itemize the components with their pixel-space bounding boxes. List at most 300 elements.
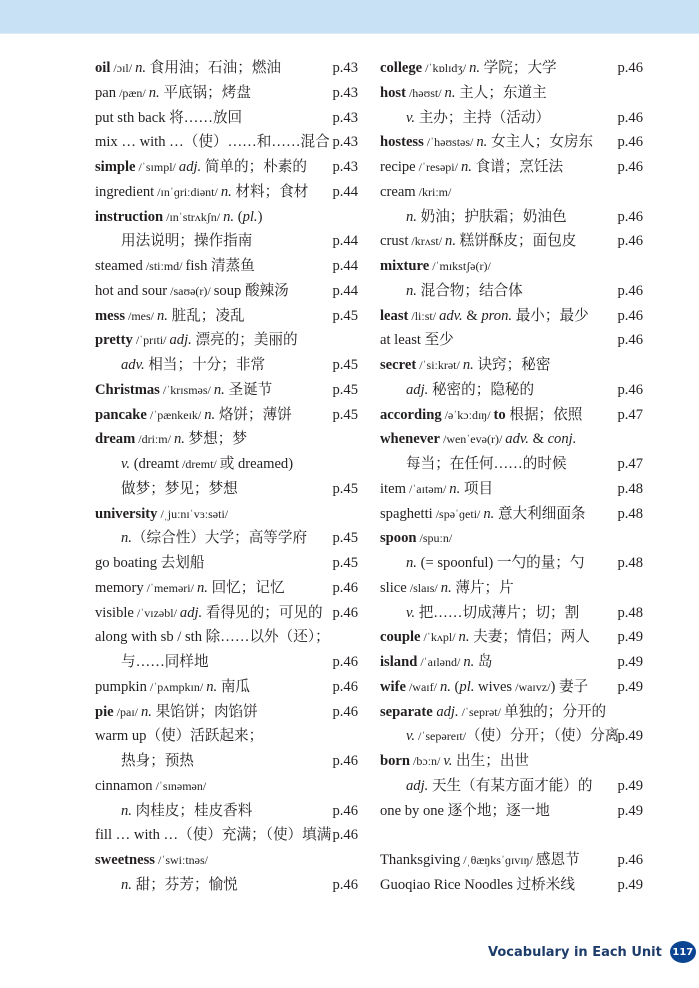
part-of-speech: n.: [406, 282, 417, 299]
part-of-speech: adj.: [406, 777, 429, 794]
page-reference: p.49: [617, 728, 643, 745]
definition-text: 天生（有某方面才能）的: [428, 777, 593, 794]
definition-text: 圣诞节: [224, 381, 273, 398]
phonetic: /ˈswiːtnəs/: [155, 853, 208, 867]
part-of-speech: n.: [449, 480, 461, 497]
definition-text: 混合物；结合体: [416, 282, 523, 299]
entry-text: [95, 357, 265, 373]
definition-text: ingredient: [95, 183, 155, 200]
entry-text: [380, 580, 514, 596]
page-reference: p.48: [617, 480, 643, 497]
part-of-speech: n.: [439, 678, 451, 695]
entry-text: [380, 803, 550, 819]
part-of-speech: adj.: [432, 703, 459, 720]
part-of-speech: adv.: [505, 431, 529, 448]
headword: dream: [95, 431, 136, 448]
entry-text: [95, 827, 331, 843]
definition-text: 烙饼；薄饼: [215, 406, 292, 423]
page-number-badge: 117: [670, 941, 696, 963]
entry-text: [95, 159, 307, 175]
definition-text: 脏乱；凌乱: [167, 307, 245, 324]
page-reference: p.49: [617, 678, 643, 695]
entry-text: [380, 431, 576, 447]
vocabulary-entry-line: [380, 155, 643, 180]
vocabulary-entry-line: [380, 254, 643, 279]
vocabulary-entry-line: [95, 526, 358, 551]
definition-text: visible: [95, 604, 134, 621]
definition-text: 材料；食材: [231, 183, 309, 200]
part-of-speech: pron.: [481, 307, 513, 324]
definition-text: 甜；芬芳；愉悦: [131, 876, 238, 893]
phonetic: /saʊə(r)/: [167, 283, 214, 298]
phonetic: /həʊst/: [405, 85, 445, 100]
phonetic: /ˈkʌpl/: [420, 630, 459, 645]
phonetic: /mes/: [125, 308, 157, 323]
entry-text: [95, 654, 209, 670]
headword: according: [380, 406, 442, 423]
page-reference: p.44: [332, 258, 358, 274]
phonetic: /ɔɪl/: [110, 61, 136, 75]
headword: couple: [380, 629, 421, 646]
part-of-speech: n.: [220, 183, 232, 200]
page-reference: p.47: [617, 406, 643, 423]
page-reference: p.43: [332, 109, 358, 126]
footer-title: Vocabulary in Each Unit: [488, 944, 662, 960]
vocabulary-entry-line: [380, 526, 643, 551]
headword: host: [380, 84, 406, 101]
vocabulary-entry-line: [380, 378, 643, 403]
vocabulary-entry-line: [95, 601, 358, 626]
part-of-speech: n.: [406, 208, 417, 225]
page-reference: p.44: [332, 183, 358, 200]
phonetic: /kriːm/: [415, 184, 452, 199]
vocabulary-entry-line: [95, 155, 358, 180]
vocabulary-entry-line: [95, 625, 358, 650]
definition-text: (dreamt: [130, 456, 180, 472]
definition-text: 岛: [474, 654, 493, 670]
part-of-speech: n.: [462, 357, 474, 373]
page-reference: p.46: [332, 827, 358, 844]
vocabulary-entry-line: [95, 81, 358, 106]
definition-text: crust: [380, 233, 409, 250]
definition-text: warm up（使）活跃起来；: [95, 728, 264, 745]
vocabulary-entry-line: [380, 403, 643, 428]
phonetic: /ˈhəʊstəs/: [423, 135, 477, 150]
entry-text: [380, 258, 491, 274]
part-of-speech: n.: [135, 60, 147, 76]
phonetic: /ɪnˈstrʌkʃn/: [163, 209, 224, 224]
part-of-speech: n.: [463, 654, 475, 670]
definition-text: 每当；在任何……的时候: [406, 456, 567, 472]
phonetic: /spəˈɡeti/: [432, 506, 484, 521]
entry-text: [380, 629, 590, 645]
phonetic: /waɪf/: [405, 679, 440, 694]
page-reference: p.45: [332, 357, 358, 373]
vocabulary-entry-line: [95, 848, 358, 873]
part-of-speech: n.: [140, 703, 152, 720]
definition-text: 把……切成薄片；切；割: [415, 604, 580, 621]
phonetic: /dremt/: [179, 457, 220, 471]
page-reference: p.45: [332, 406, 358, 423]
entry-text: [95, 382, 272, 398]
headword: least: [380, 307, 409, 324]
entry-text: [95, 580, 285, 596]
phonetic: /ˈaɪtəm/: [405, 481, 450, 496]
definition-text: mix … with …（使）……和……混合: [95, 134, 330, 151]
definition-text: 根据；依照: [505, 406, 583, 423]
part-of-speech: n.: [460, 159, 472, 175]
page-reference: p.49: [617, 629, 643, 646]
entry-text: [95, 753, 194, 769]
phonetic: /ˈprɪti/: [132, 333, 170, 348]
page-reference: p.46: [617, 159, 643, 175]
definition-text: 单独的；分开的: [503, 703, 607, 720]
vocabulary-entry-line: [95, 56, 358, 81]
vocabulary-entry-line: [95, 724, 358, 749]
entry-text: [380, 308, 589, 324]
phonetic: /ˈsɪmpl/: [135, 160, 179, 174]
page-reference: p.48: [617, 604, 643, 621]
vocabulary-entry-line: [95, 452, 358, 477]
definition-text: 秘密的；隐秘的: [428, 381, 535, 398]
part-of-speech: n.: [213, 381, 225, 398]
blank-line: [380, 823, 643, 848]
definition-text: 最小；最少: [512, 307, 589, 324]
entry-text: [95, 481, 238, 497]
entry-text: [95, 110, 242, 126]
definition-text: (: [234, 208, 243, 225]
page-reference: p.45: [332, 480, 358, 497]
definition-text: spaghetti: [380, 505, 433, 522]
page-reference: p.45: [332, 530, 358, 547]
definition-text: pumpkin: [95, 678, 147, 695]
definition-text: &: [462, 307, 482, 324]
entry-text: [95, 60, 281, 76]
definition-text: 用法说明；操作指南: [121, 233, 253, 250]
vocabulary-entry-line: [380, 180, 643, 205]
part-of-speech: adj.: [169, 332, 192, 349]
entry-text: [95, 728, 263, 744]
part-of-speech: n.: [469, 60, 481, 76]
entry-text: [95, 778, 206, 794]
definition-text: go boating 去划船: [95, 555, 205, 571]
entry-text: [380, 728, 619, 744]
vocabulary-entry-line: [380, 502, 643, 527]
entry-text: [380, 481, 493, 497]
definition-text: 诀窍；秘密: [473, 357, 551, 373]
definition-text: （综合性）大学；高等学府: [131, 530, 308, 547]
vocabulary-entry-line: [380, 353, 643, 378]
page-reference: p.43: [332, 159, 358, 175]
phonetic: /stiːmd/: [142, 259, 186, 273]
vocabulary-entry-line: [380, 304, 643, 329]
part-of-speech: n.: [206, 678, 218, 695]
vocabulary-entry-line: [95, 229, 358, 254]
phonetic: /ˈseprət/: [458, 704, 504, 719]
page-reference: p.44: [332, 282, 358, 299]
entry-text: [380, 382, 534, 398]
headword: oil: [95, 60, 111, 76]
entry-text: [380, 704, 606, 720]
entry-text: [380, 233, 576, 249]
vocabulary-entry-line: [95, 254, 358, 279]
vocabulary-entry-line: [95, 130, 358, 155]
definition-text: 或 dreamed): [219, 456, 294, 472]
vocabulary-entry-line: [380, 477, 643, 502]
vocabulary-entry-line: [95, 205, 358, 230]
definition-text: 糕饼酥皮；面包皮: [456, 233, 577, 250]
phonetic: /krʌst/: [408, 234, 446, 249]
page-reference: p.44: [332, 233, 358, 250]
phonetic: /paɪ/: [113, 704, 141, 719]
vocabulary-entry-line: [95, 873, 358, 898]
definition-text: 食谱；烹饪法: [471, 159, 564, 175]
entry-text: [95, 407, 292, 423]
entry-text: [95, 134, 330, 150]
part-of-speech: adv.: [439, 307, 463, 324]
vocabulary-entry-line: [95, 353, 358, 378]
headword: born: [380, 753, 411, 769]
page-reference: p.45: [332, 381, 358, 398]
definition-text: (: [450, 678, 460, 695]
part-of-speech: n.: [483, 505, 495, 522]
definition-text: hot and sour: [95, 282, 168, 299]
vocabulary-column-right: [380, 56, 643, 898]
definition-text: 热身；预热: [121, 753, 194, 769]
definition-text: 项目: [460, 480, 494, 497]
part-of-speech: v.: [406, 728, 416, 745]
phonetic: /ˈkɒlɪdʒ/: [422, 61, 470, 75]
vocabulary-entry-line: [380, 625, 643, 650]
part-of-speech: n.: [458, 629, 470, 646]
page-reference: p.46: [617, 208, 643, 225]
headword: pancake: [95, 406, 147, 423]
phonetic: /ˈvɪzəbl/: [133, 605, 180, 620]
part-of-speech: conj.: [547, 431, 577, 448]
part-of-speech: n.: [440, 579, 452, 596]
definition-text: Guoqiao Rice Noodles 过桥米线: [380, 876, 575, 893]
part-of-speech: adv.: [121, 357, 145, 373]
entry-text: [95, 456, 293, 472]
entry-text: [95, 283, 289, 299]
headword: hostess: [380, 134, 424, 151]
vocabulary-entry-line: [95, 823, 358, 848]
part-of-speech: adj.: [178, 159, 202, 175]
entry-text: [380, 357, 550, 373]
entry-text: [95, 877, 238, 893]
vocabulary-entry-line: [95, 551, 358, 576]
definition-text: 与……同样地: [121, 654, 209, 670]
entry-text: [380, 159, 563, 175]
entry-text: [95, 209, 262, 225]
vocabulary-entry-line: [380, 749, 643, 774]
vocabulary-entry-line: [95, 502, 358, 527]
part-of-speech: n.: [196, 579, 208, 596]
vocabulary-entry-line: [95, 477, 358, 502]
phonetic: /wenˈevə(r)/: [439, 432, 506, 447]
part-of-speech: v.: [121, 456, 131, 472]
phonetic: /ˈmeməri/: [143, 580, 197, 595]
phonetic: /ˈresəpi/: [415, 160, 461, 174]
definition-text: 梦想；梦: [184, 431, 247, 448]
page-reference: p.46: [332, 703, 358, 720]
definition-text: Thanksgiving: [380, 852, 461, 868]
headword: to: [493, 406, 506, 423]
page-reference: p.46: [617, 60, 643, 76]
entry-text: [95, 803, 252, 819]
part-of-speech: v.: [443, 753, 453, 769]
entry-text: [380, 456, 567, 472]
definition-text: one by one 逐个地；逐一地: [380, 802, 550, 819]
headword: instruction: [95, 208, 164, 225]
definition-text: recipe: [380, 159, 416, 175]
definition-text: 看得见的；可见的: [202, 604, 323, 621]
phonetic: /əˈkɔːdɪŋ/: [441, 407, 494, 422]
vocabulary-entry-line: [380, 873, 643, 898]
entry-text: [95, 605, 323, 621]
phonetic: /spuːn/: [416, 531, 453, 546]
vocabulary-entry-line: [95, 378, 358, 403]
definition-text: wives: [474, 678, 513, 695]
phonetic: /ˌjuːnɪˈvɜːsəti/: [157, 506, 229, 521]
phonetic: /ˈsiːkrət/: [416, 358, 463, 372]
page-reference: p.46: [617, 852, 643, 868]
page-reference: p.46: [617, 381, 643, 398]
part-of-speech: pl.: [459, 678, 475, 695]
page-reference: p.45: [332, 555, 358, 571]
vocabulary-entry-line: [95, 650, 358, 675]
vocabulary-entry-line: [95, 106, 358, 131]
headword: university: [95, 505, 158, 522]
vocabulary-entry-line: [380, 229, 643, 254]
page-reference: p.48: [617, 505, 643, 522]
definition-text: 平底锅；烤盘: [159, 84, 251, 101]
entry-text: [95, 555, 204, 571]
page-reference: p.49: [617, 802, 643, 819]
definition-text: 奶油；护肤霜；奶油色: [416, 208, 567, 225]
entry-text: [95, 679, 250, 695]
part-of-speech: n.: [157, 307, 168, 324]
definition-text: fish 清蒸鱼: [185, 258, 255, 274]
vocabulary-entry-line: [380, 700, 643, 725]
definition-text: 意大利细面条: [494, 505, 586, 522]
page-footer: [488, 941, 696, 963]
page-reference: p.49: [617, 876, 643, 893]
definition-text: ): [257, 208, 263, 225]
vocabulary-entry-line: [380, 724, 643, 749]
entry-text: [95, 530, 307, 546]
vocabulary-entry-line: [380, 452, 643, 477]
part-of-speech: v.: [406, 604, 416, 621]
vocabulary-entry-line: [95, 675, 358, 700]
headword: island: [380, 654, 418, 670]
page-reference: p.47: [617, 456, 643, 472]
phonetic: /ˈaɪlənd/: [417, 655, 464, 669]
entry-text: [380, 134, 593, 150]
entry-text: [380, 60, 557, 76]
part-of-speech: n.: [476, 134, 488, 151]
page-reference: p.46: [332, 753, 358, 769]
headword: mixture: [380, 258, 430, 274]
headword: whenever: [380, 431, 440, 448]
entry-text: [95, 85, 251, 101]
vocabulary-entry-line: [380, 799, 643, 824]
phonetic: /ɪnˈɡriːdiənt/: [154, 184, 221, 199]
entry-text: [380, 605, 579, 621]
phonetic: /ˌθæŋksˈɡɪvɪŋ/: [460, 853, 536, 867]
entry-text: [95, 852, 208, 868]
definition-text: 主人；东道主: [455, 84, 547, 101]
vocabulary-entry-line: [95, 774, 358, 799]
vocabulary-entry-line: [380, 56, 643, 81]
page-reference: p.46: [332, 579, 358, 596]
definition-text: 相当；十分；非常: [144, 357, 266, 373]
headword: sweetness: [95, 852, 155, 868]
header-band: [0, 0, 699, 34]
page-reference: p.46: [617, 233, 643, 250]
phonetic: /ˈkrɪsməs/: [159, 382, 214, 397]
definition-text: 薄片；片: [451, 579, 514, 596]
headword: Christmas: [95, 381, 160, 398]
vocabulary-entry-line: [380, 279, 643, 304]
definition-text: pan: [95, 84, 117, 101]
page-reference: p.46: [617, 332, 643, 349]
definition-text: memory: [95, 579, 144, 596]
phonetic: /waɪvz/: [512, 679, 551, 694]
entry-text: [380, 209, 567, 225]
vocabulary-entry-line: [95, 427, 358, 452]
vocabulary-entry-line: [95, 304, 358, 329]
phonetic: /liːst/: [408, 308, 440, 323]
vocabulary-entry-line: [380, 675, 643, 700]
page-reference: p.46: [617, 134, 643, 151]
definition-text: put sth back 将……放回: [95, 109, 243, 126]
part-of-speech: adj.: [179, 604, 203, 621]
definition-text: (= spoonful) 一勺的量；勺: [416, 555, 585, 571]
page-reference: p.46: [332, 654, 358, 670]
phonetic: /ˈsɪnəmən/: [152, 778, 207, 793]
headword: simple: [95, 159, 136, 175]
headword: college: [380, 60, 423, 76]
headword: secret: [380, 357, 417, 373]
definition-text: 学院；大学: [480, 60, 557, 76]
entry-text: [380, 852, 580, 868]
page-reference: p.45: [332, 307, 358, 324]
vocabulary-entry-line: [380, 205, 643, 230]
page-reference: p.46: [332, 876, 358, 893]
headword: separate: [380, 703, 433, 720]
page-reference: p.46: [617, 109, 643, 126]
phonetic: /ˈmɪkstʃə(r)/: [429, 259, 491, 273]
definition-text: （使）分开；（使）分离: [466, 728, 620, 745]
definition-text: 食用油；石油；燃油: [146, 60, 282, 76]
entry-text: [380, 555, 585, 571]
entry-text: [95, 332, 298, 348]
part-of-speech: adj.: [406, 381, 429, 398]
phonetic: /driːm/: [135, 432, 174, 447]
vocabulary-entry-line: [95, 749, 358, 774]
part-of-speech: n.: [223, 208, 235, 225]
part-of-speech: v.: [406, 109, 416, 126]
definition-text: soup 酸辣汤: [213, 282, 289, 299]
page-reference: p.43: [332, 84, 358, 101]
headword: pretty: [95, 332, 133, 349]
vocabulary-entry-line: [95, 576, 358, 601]
definition-text: &: [528, 431, 548, 448]
entry-text: [380, 753, 529, 769]
page-reference: p.48: [617, 555, 643, 571]
definition-text: cinnamon: [95, 777, 153, 794]
